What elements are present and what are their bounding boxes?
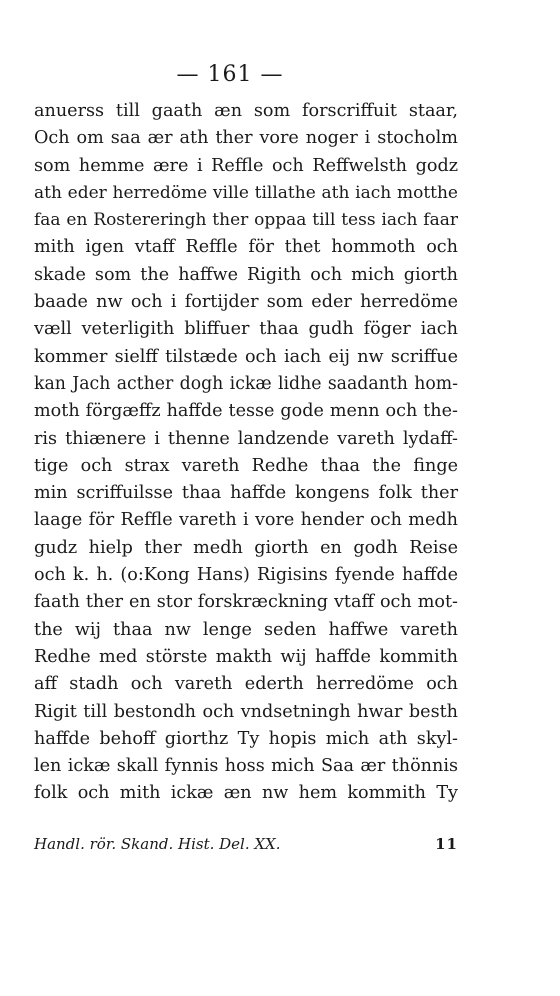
text-line: baade nw och i fortijder som eder herredöme [34,292,458,313]
footer-reference: Handl. rör. Skand. Hist. Del. XX. [34,835,281,853]
text-line: len ickæ skall fynnis hoss mich Saa ær thönnis [34,756,458,777]
text-line: Och om saa ær ath ther vore noger i stocholm [34,128,458,149]
text-line: moth förgæffz haffde tesse gode menn och the- [34,401,458,422]
text-line: aff stadh och vareth ederth herredöme och [34,674,458,695]
text-line: gudz hielp ther medh giorth en godh Reise [34,537,458,558]
text-line: the wij thaa nw lenge seden haffwe vareth [34,619,458,640]
text-line: ris thiænere i thenne landzende vareth lydaff- [34,428,458,449]
signature-mark: 11 [435,835,458,853]
text-line: væll veterligith bliffuer thaa gudh föger iach [34,319,458,340]
page-number: — 161 — [176,62,284,87]
text-line: tige och strax vareth Redhe thaa the finge [34,455,458,476]
text-line: kommer sielff tilstæde och iach eij nw scriffue [34,346,458,367]
text-line: min scriffuilsse thaa haffde kongens folk ther [34,483,458,504]
text-line: anuerss till gaath æn som forscriffuit staar, [34,101,458,121]
text-line: och k. h. (o:Kong Hans) Rigisins fyende haffde [34,565,458,586]
text-line: faa en Rostereringh ther oppaa till tess iach faar [34,210,458,231]
text-line: Rigit till bestondh och vndsetningh hwar besth [34,701,458,722]
text-line: ath eder herredöme ville tillathe ath iach motthe [34,182,458,203]
text-line: haffde behoff giorthz Ty hopis mich ath skyl- [34,728,458,749]
text-line: folk och mith ickæ æn nw hem kommith Ty [34,783,458,804]
text-line: laage för Reffle vareth i vore hender och medh [34,510,458,531]
text-line: skade som the haffwe Rigith och mich giorth [34,264,458,285]
page-footer [34,835,458,853]
text-line: mith igen vtaff Reffle för thet hommoth och [34,237,458,258]
text-line: kan Jach acther dogh ickæ lidhe saadanth hom- [34,373,458,394]
text-line: faath ther en stor forskræckning vtaff och mot- [34,592,458,613]
body-text [34,98,458,808]
text-line: som hemme ære i Reffle och Reffwelsth godz [34,155,458,176]
text-line: Redhe med störste makth wij haffde kommith [34,646,458,667]
